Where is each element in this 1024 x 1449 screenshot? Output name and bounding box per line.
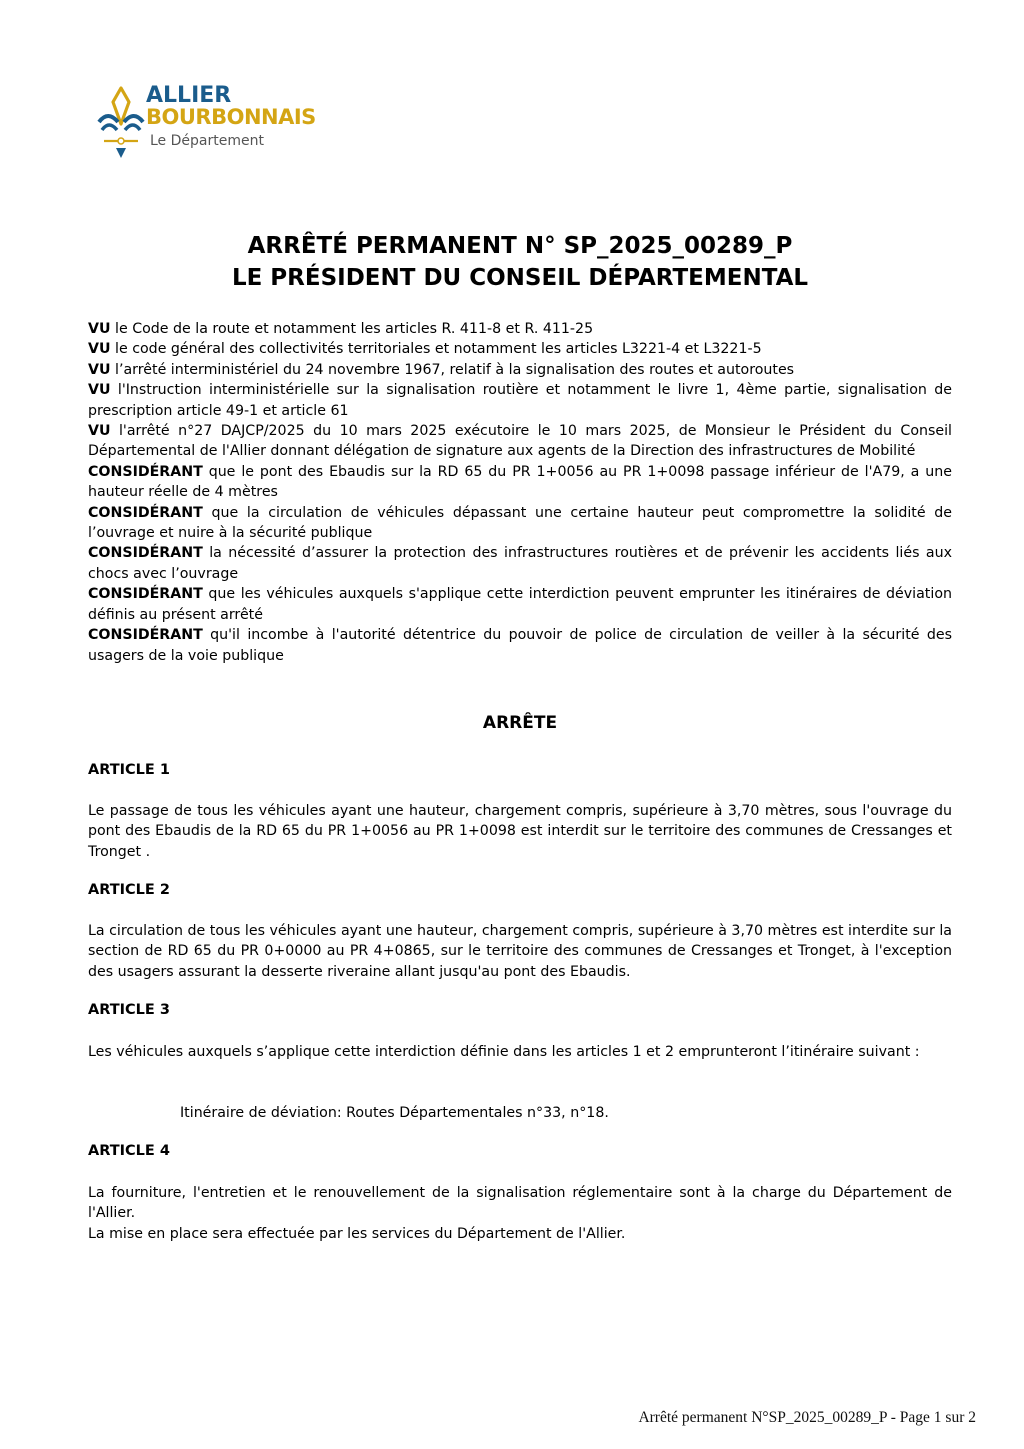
preamble-keyword: CONSIDÉRANT <box>88 545 203 562</box>
preamble-item: VU l'Instruction interministérielle sur la signalisation routière et notamment le livre 1, 4ème partie, signalisation de prescription article 49-1 et article 61 <box>88 382 952 419</box>
preamble-keyword: VU <box>88 423 111 440</box>
page-footer: Arrêté permanent N°SP_2025_00289_P - Page 1 sur 2 <box>638 1409 976 1426</box>
article-3-body <box>88 1042 952 1062</box>
article-4-body <box>88 1183 952 1244</box>
article-paragraph: La mise en place sera effectuée par les services du Département de l'Allier. <box>88 1225 626 1242</box>
preamble-keyword: CONSIDÉRANT <box>88 627 203 644</box>
preamble-item: CONSIDÉRANT qu'il incombe à l'autorité détentrice du pouvoir de police de circulation de veiller à la sécurité des usagers de la voie publique <box>88 627 952 664</box>
article-1-title: ARTICLE 1 <box>88 762 170 778</box>
preamble-item: VU l'arrêté n°27 DAJCP/2025 du 10 mars 2025 exécutoire le 10 mars 2025, de Monsieur le Président du Conseil Départemental de l'Allier donnant délégation de signature aux agents de la Direction des infrastructures de Mobilité <box>88 423 952 460</box>
preamble <box>88 319 952 666</box>
document-subtitle: LE PRÉSIDENT DU CONSEIL DÉPARTEMENTAL <box>231 265 809 291</box>
preamble-item: VU l’arrêté interministériel du 24 novembre 1967, relatif à la signalisation des routes et autoroutes <box>88 361 795 378</box>
deviation-route: Itinéraire de déviation: Routes Départementales n°33, n°18. <box>180 1105 609 1121</box>
article-4-title: ARTICLE 4 <box>88 1143 170 1159</box>
article-3-title: ARTICLE 3 <box>88 1002 170 1018</box>
article-paragraph: Le passage de tous les véhicules ayant une hauteur, chargement compris, supérieure à 3,70 mètres, sous l'ouvrage du pont des Ebaudis de la RD 65 du PR 1+0056 au PR 1+0098 est interdit sur le territoire des communes de Cressanges et Tronget . <box>88 803 952 860</box>
document-title: ARRÊTÉ PERMANENT N° SP_2025_00289_P <box>247 233 793 259</box>
preamble-item: CONSIDÉRANT que les véhicules auxquels s'applique cette interdiction peuvent emprunter les itinéraires de déviation définis au présent arrêté <box>88 586 952 623</box>
preamble-keyword: CONSIDÉRANT <box>88 463 203 480</box>
preamble-item: CONSIDÉRANT la nécessité d’assurer la protection des infrastructures routières et de prévenir les accidents liés aux chocs avec l’ouvrage <box>88 545 952 582</box>
preamble-keyword: VU <box>88 321 111 337</box>
arrete-heading: ARRÊTE <box>482 713 558 733</box>
article-paragraph: La circulation de tous les véhicules ayant une hauteur, chargement compris, supérieure à 3,70 mètres est interdite sur la section de RD 65 du PR 0+0000 au PR 4+0865, sur le territoire des communes de Cressanges et Tronget, à l'exception des usagers assurant la desserte riveraine allant jusqu'au pont des Ebaudis. <box>88 923 952 980</box>
logo-allier-text: ALLIER <box>146 83 232 108</box>
preamble-item: VU le code général des collectivités territoriales et notamment les articles L3221-4 et L3221-5 <box>88 341 762 358</box>
article-2-body <box>88 921 952 982</box>
preamble-item: CONSIDÉRANT que la circulation de véhicules dépassant une certaine hauteur peut compromettre la solidité de l’ouvrage et nuire à la sécurité publique <box>88 504 952 542</box>
allier-bourbonnais-logo <box>96 84 376 164</box>
logo-departement-text: Le Département <box>150 133 264 149</box>
article-paragraph: La fourniture, l'entretien et le renouvellement de la signalisation réglementaire sont à la charge du Département de l'Allier. <box>88 1185 952 1222</box>
logo-bourbonnais-text: BOURBONNAIS <box>146 105 316 129</box>
preamble-item: VU le Code de la route et notamment les articles R. 411-8 et R. 411-25 <box>88 321 594 337</box>
preamble-keyword: VU <box>88 382 111 399</box>
article-2-title: ARTICLE 2 <box>88 882 170 898</box>
article-paragraph: Les véhicules auxquels s’applique cette interdiction définie dans les articles 1 et 2 emprunteront l’itinéraire suivant : <box>88 1044 920 1060</box>
preamble-keyword: VU <box>88 361 111 378</box>
fleur-de-lis-icon <box>96 84 146 162</box>
preamble-keyword: CONSIDÉRANT <box>88 586 203 603</box>
preamble-item: CONSIDÉRANT que le pont des Ebaudis sur la RD 65 du PR 1+0056 au PR 1+0098 passage inférieur de l'A79, a une hauteur réelle de 4 mètres <box>88 463 952 501</box>
preamble-keyword: VU <box>88 341 111 358</box>
preamble-keyword: CONSIDÉRANT <box>88 504 203 521</box>
article-1-body <box>88 801 952 862</box>
